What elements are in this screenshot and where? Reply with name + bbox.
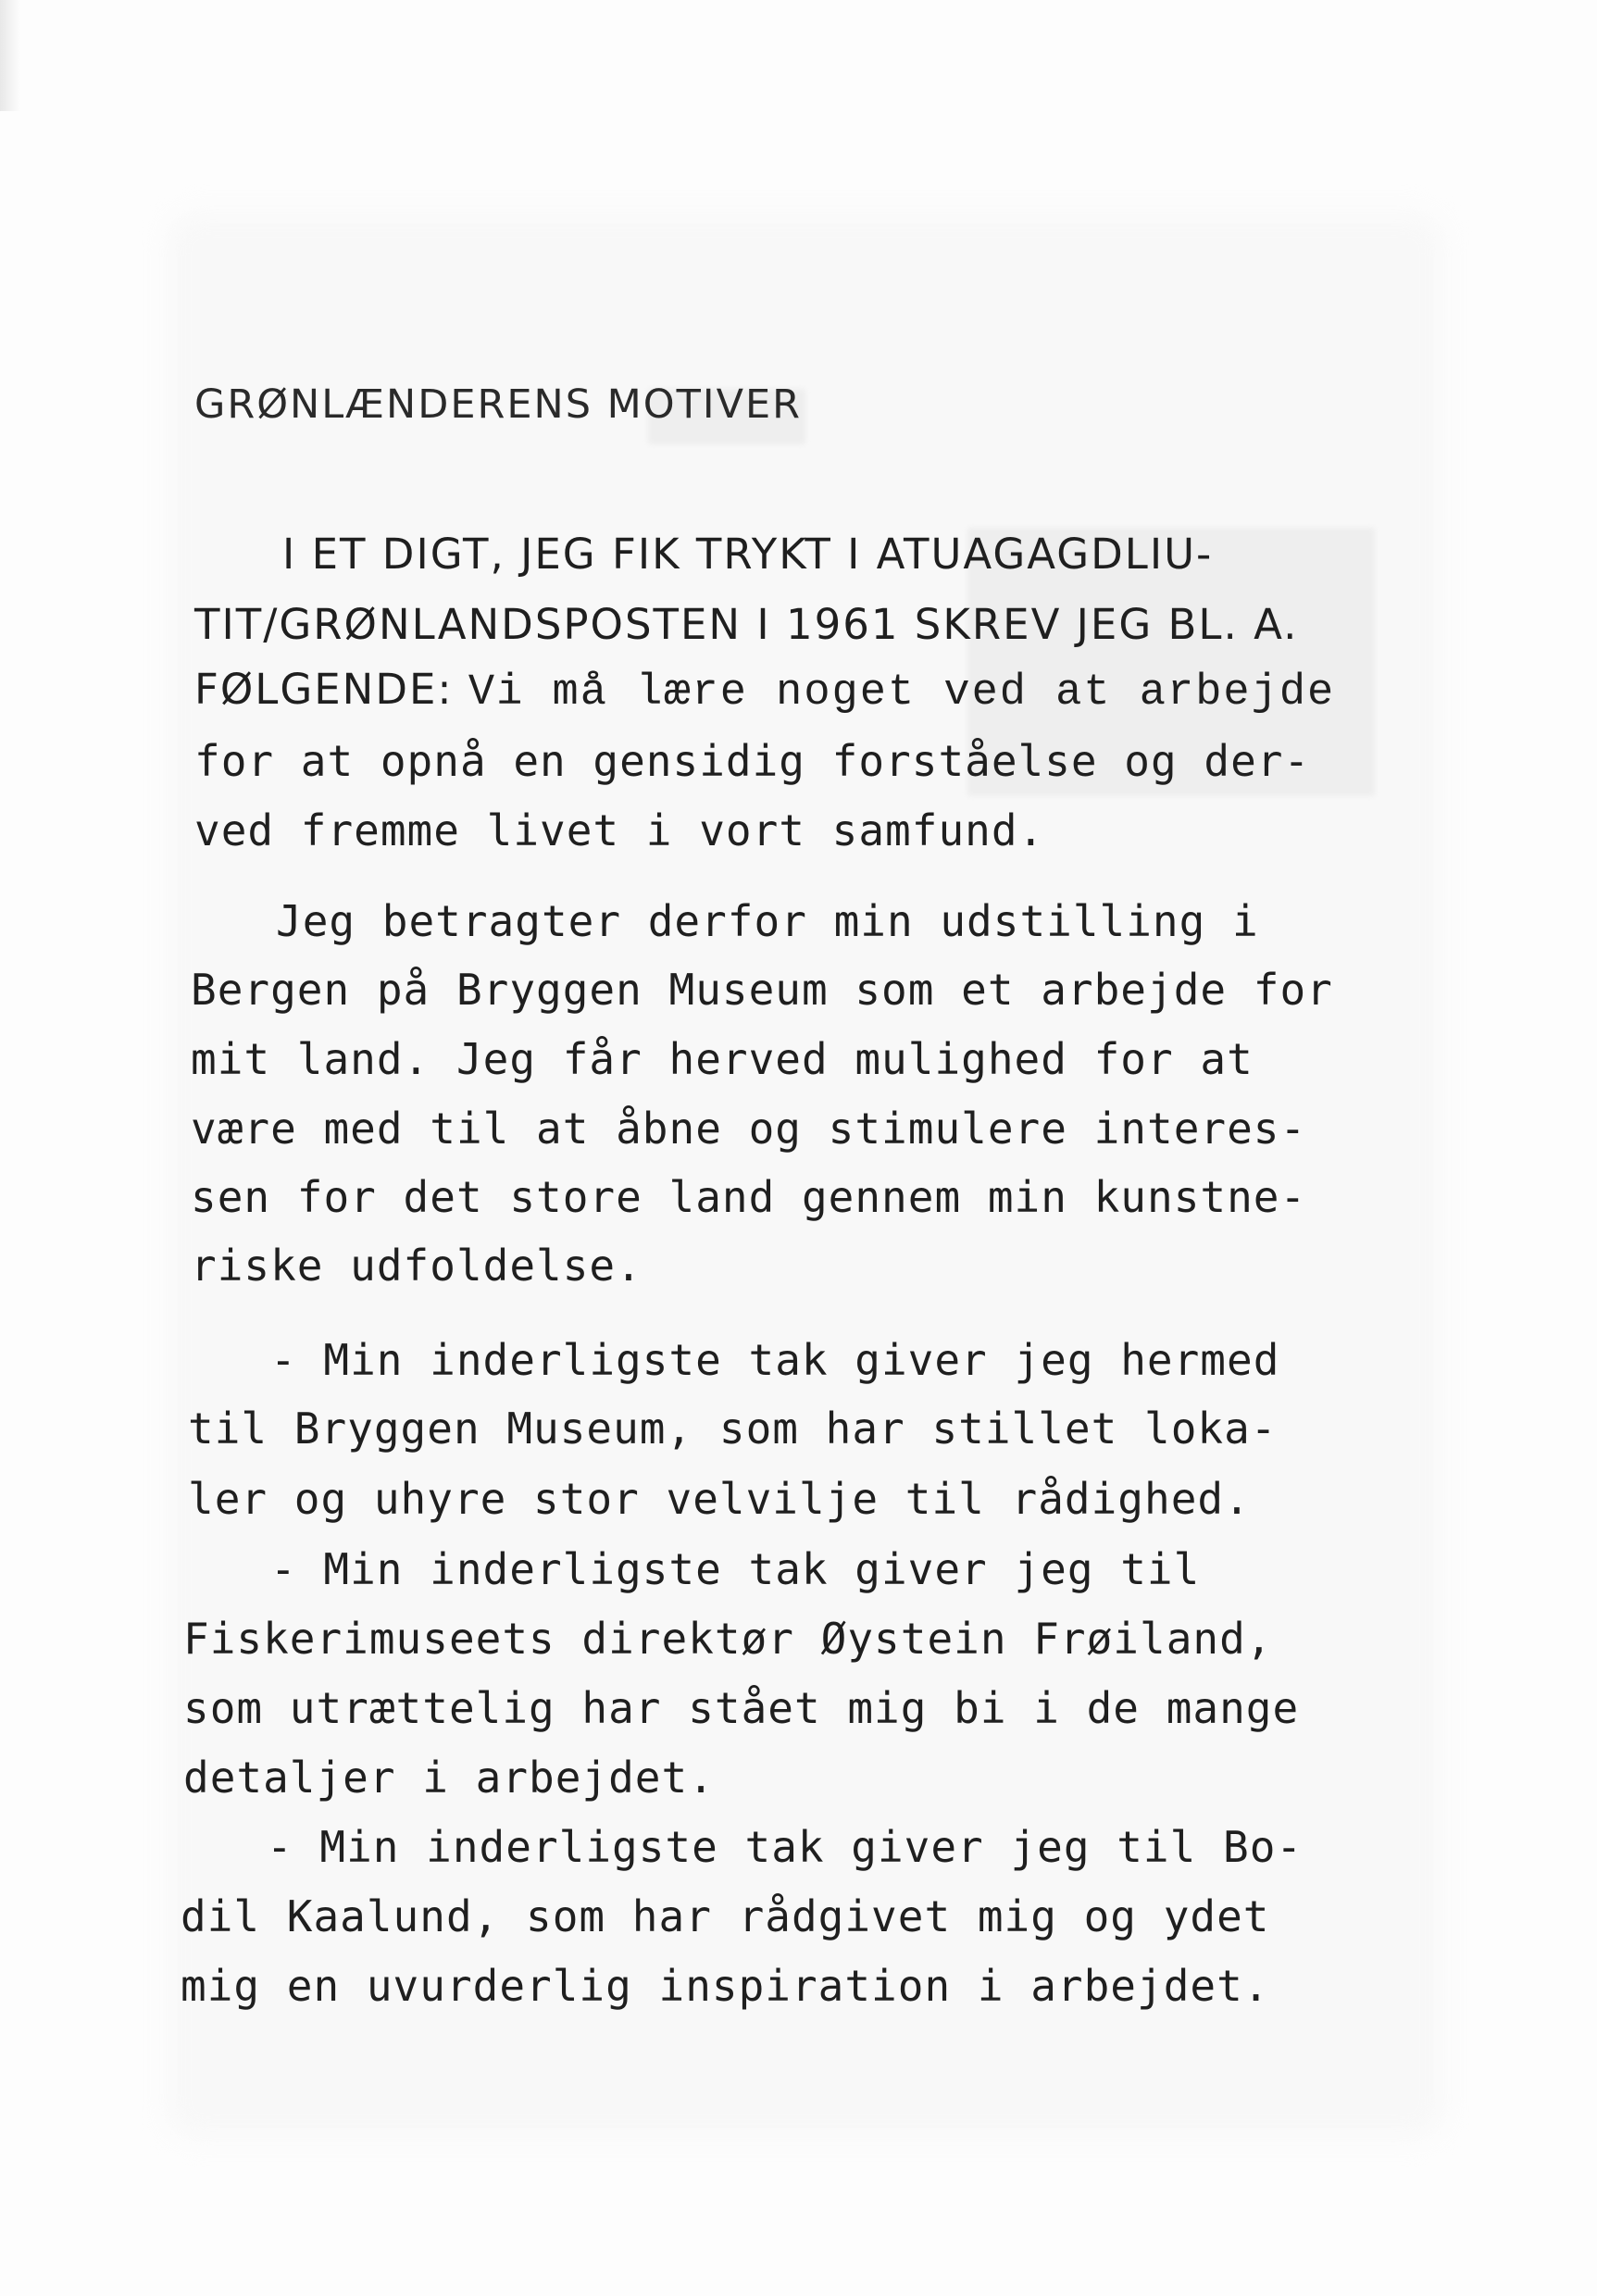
text-line: I ET DIGT, JEG FIK TRYKT I ATUAGAGDLIU- — [282, 530, 1214, 579]
text-line: riske udfoldelse. — [191, 1241, 643, 1291]
page-title: GRØNLÆNDERENS MOTIVER — [194, 381, 803, 428]
text-line: Jeg betragter derfor min udstilling i — [276, 896, 1259, 946]
text-line: være med til at åbne og stimulere interes- — [191, 1104, 1307, 1154]
text-line: dil Kaalund, som har rådgivet mig og ydet — [181, 1891, 1270, 1941]
text-line — [194, 665, 1335, 718]
text-line: som utrættelig har stået mig bi i de mange — [183, 1683, 1300, 1733]
text-line: ved fremme livet i vort samfund. — [194, 805, 1045, 855]
text-line: ler og uhyre stor velvilje til rådighed. — [188, 1474, 1251, 1524]
text-segment-caps: FØLGENDE: — [194, 665, 468, 714]
text-line: detaljer i arbejdet. — [183, 1753, 715, 1803]
text-line: Bergen på Bryggen Museum som et arbejde for — [191, 965, 1333, 1015]
text-segment: Vi må lære noget ved at arbejde — [468, 668, 1336, 718]
text-line: - Min inderligste tak giver jeg til — [270, 1544, 1201, 1594]
text-line: mit land. Jeg får herved mulighed for at — [191, 1034, 1254, 1084]
text-line: TIT/GRØNLANDSPOSTEN I 1961 SKREV JEG BL. A. — [194, 600, 1299, 649]
text-line: til Bryggen Museum, som har stillet loka- — [188, 1404, 1278, 1454]
text-line: - Min inderligste tak giver jeg hermed — [270, 1335, 1280, 1385]
text-line: mig en uvurderlig inspiration i arbejdet. — [181, 1961, 1270, 2011]
text-line: for at opnå en gensidig forståelse og der- — [194, 736, 1311, 786]
scan-edge-shadow — [0, 0, 20, 111]
text-line: - Min inderligste tak giver jeg til Bo- — [267, 1822, 1304, 1872]
text-line: Fiskerimuseets direktør Øystein Frøiland, — [183, 1614, 1273, 1664]
text-line: sen for det store land gennem min kunstne- — [191, 1172, 1307, 1222]
